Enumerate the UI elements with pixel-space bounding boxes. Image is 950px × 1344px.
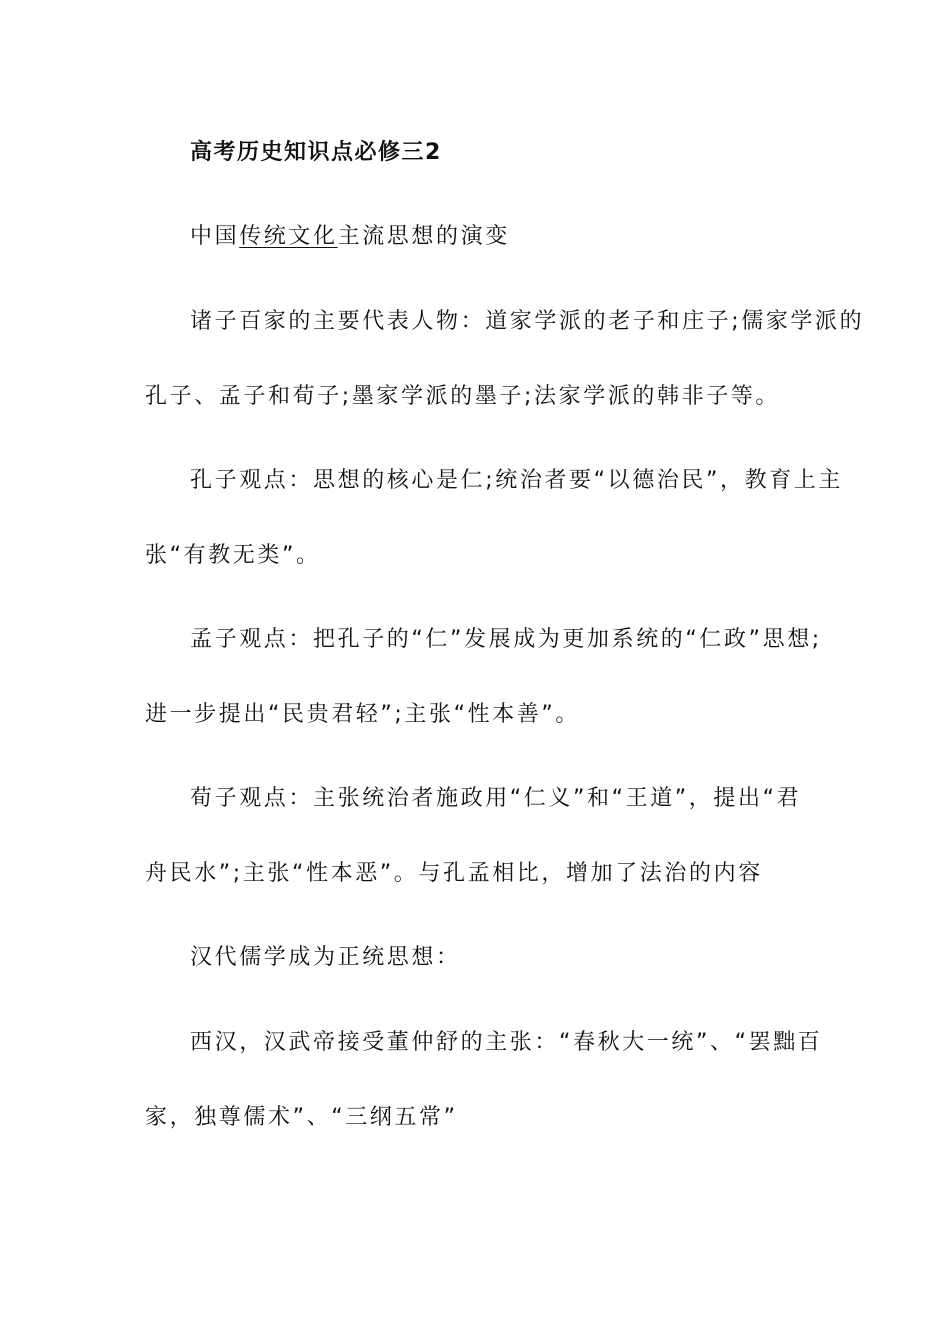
paragraph-line: 汉代儒学成为正统思想： (190, 945, 461, 970)
document-title: 高考历史知识点必修三2 (190, 140, 442, 165)
paragraph-line: 家，独尊儒术”、“三纲五常” (145, 1105, 458, 1130)
section-heading (190, 222, 810, 252)
paragraph-line: 荀子观点：主张统治者施政用“仁义”和“王道”，提出“君 (190, 786, 802, 811)
paragraph-line: 西汉，汉武帝接受董仲舒的主张：“春秋大一统”、“罢黜百 (190, 1030, 823, 1055)
paragraph-line: 孔子、孟子和荀子;墨家学派的墨子;法家学派的韩非子等。 (145, 384, 781, 409)
paragraph-line: 孟子观点：把孔子的“仁”发展成为更加系统的“仁政”思想; (190, 627, 822, 652)
paragraph-line: 孔子观点：思想的核心是仁;统治者要“以德治民”，教育上主 (190, 468, 844, 493)
heading-prefix: 中国 (190, 224, 240, 249)
paragraph-line: 诸子百家的主要代表人物：道家学派的老子和庄子;儒家学派的 (190, 309, 865, 334)
heading-suffix: 主流思想的演变 (337, 224, 510, 249)
paragraph-line: 张“有教无类”。 (145, 543, 321, 568)
paragraph-line: 进一步提出“民贵君轻”;主张“性本善”。 (145, 702, 581, 727)
paragraph-line: 舟民水”;主张“性本恶”。与孔孟相比，增加了法治的内容 (145, 861, 763, 886)
heading-link[interactable]: 传统文化 (239, 224, 338, 249)
